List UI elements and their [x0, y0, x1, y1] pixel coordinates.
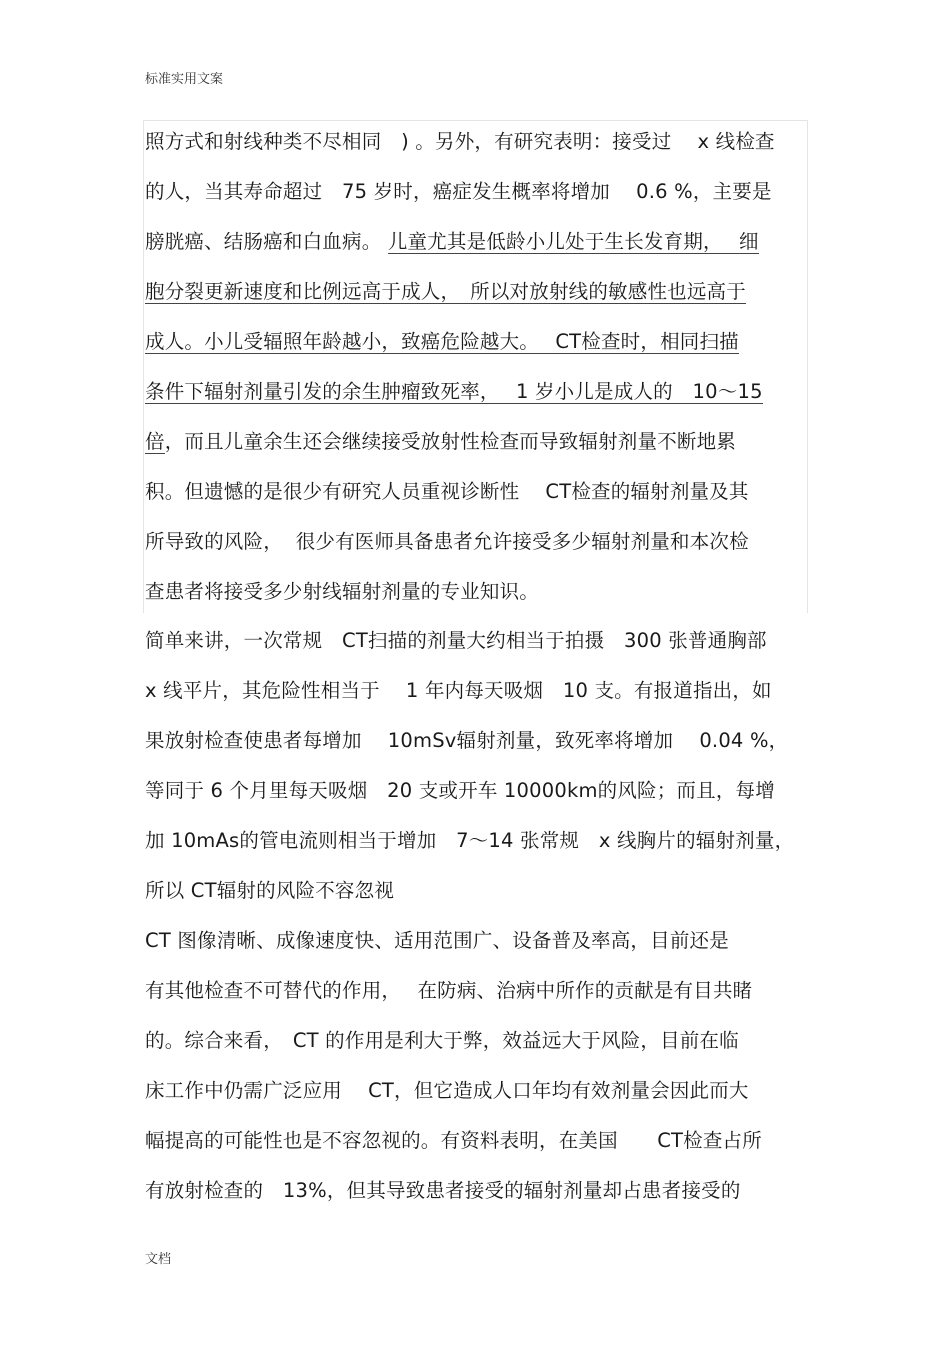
underlined-text: 条件下辐射剂量引发的余生肿瘤致死率， 1 岁小儿是成人的 10～15: [145, 380, 763, 403]
text-line: x 线平片，其危险性相当于 1 年内每天吸烟 10 支。有报道指出，如: [145, 679, 772, 702]
text-line: 查患者将接受多少射线辐射剂量的专业知识。: [145, 580, 540, 603]
page-footer: 文档: [145, 1252, 172, 1267]
page-header: 标准实用文案: [145, 72, 224, 87]
text-line: 幅提高的可能性也是不容忽视的。有资料表明，在美国 CT检查占所: [145, 1129, 762, 1152]
text-line: [145, 278, 746, 306]
text-line: [145, 228, 759, 256]
text-line: 所以 CT辐射的风险不容忽视: [145, 879, 395, 902]
text-line: 有其他检查不可替代的作用， 在防病、治病中所作的贡献是有目共睹: [145, 979, 753, 1002]
text-line: 积。但遗憾的是很少有研究人员重视诊断性 CT检查的辐射剂量及其: [145, 480, 749, 503]
text-line: [145, 378, 763, 406]
text-line: 果放射检查使患者每增加 10mSv辐射剂量，致死率将增加 0.04 %，: [145, 729, 789, 752]
text-line: 的。综合来看， CT 的作用是利大于弊，效益远大于风险，目前在临: [145, 1029, 739, 1052]
text-segment: ，而且儿童余生还会继续接受放射性检查而导致辐射剂量不断地累: [164, 430, 737, 453]
text-line: 所导致的风险， 很少有医师具备患者允许接受多少辐射剂量和本次检: [145, 530, 749, 553]
text-line: [145, 428, 736, 456]
text-line: CT 图像清晰、成像速度快、适用范围广、设备普及率高，目前还是: [145, 929, 729, 952]
text-segment: 膀胱癌、结肠癌和白血病。: [145, 230, 382, 253]
underlined-text: 儿童尤其是低龄小儿处于生长发育期， 细: [387, 230, 759, 253]
underlined-text: 成人。小儿受辐照年龄越小，致癌危险越大。 CT检查时，相同扫描: [145, 330, 739, 353]
text-line: 简单来讲，一次常规 CT扫描的剂量大约相当于拍摄 300 张普通胸部: [145, 629, 767, 652]
text-line: 床工作中仍需广泛应用 CT，但它造成人口年均有效剂量会因此而大: [145, 1079, 749, 1102]
text-line: 等同于 6 个月里每天吸烟 20 支或开车 10000km的风险；而且，每增: [145, 779, 775, 802]
underlined-text: 倍: [145, 430, 165, 453]
text-line: 有放射检查的 13%，但其导致患者接受的辐射剂量却占患者接受的: [145, 1179, 741, 1202]
underlined-text: 胞分裂更新速度和比例远高于成人， 所以对放射线的敏感性也远高于: [145, 280, 746, 303]
text-line: [145, 328, 739, 356]
text-line: 的人，当其寿命超过 75 岁时，癌症发生概率将增加 0.6 %，主要是: [145, 180, 772, 203]
text-line: 加 10mAs的管电流则相当于增加 7～14 张常规 x 线胸片的辐射剂量，: [145, 829, 795, 852]
text-line: 照方式和射线种类不尽相同 ) 。另外，有研究表明：接受过 x 线检查: [145, 130, 775, 153]
